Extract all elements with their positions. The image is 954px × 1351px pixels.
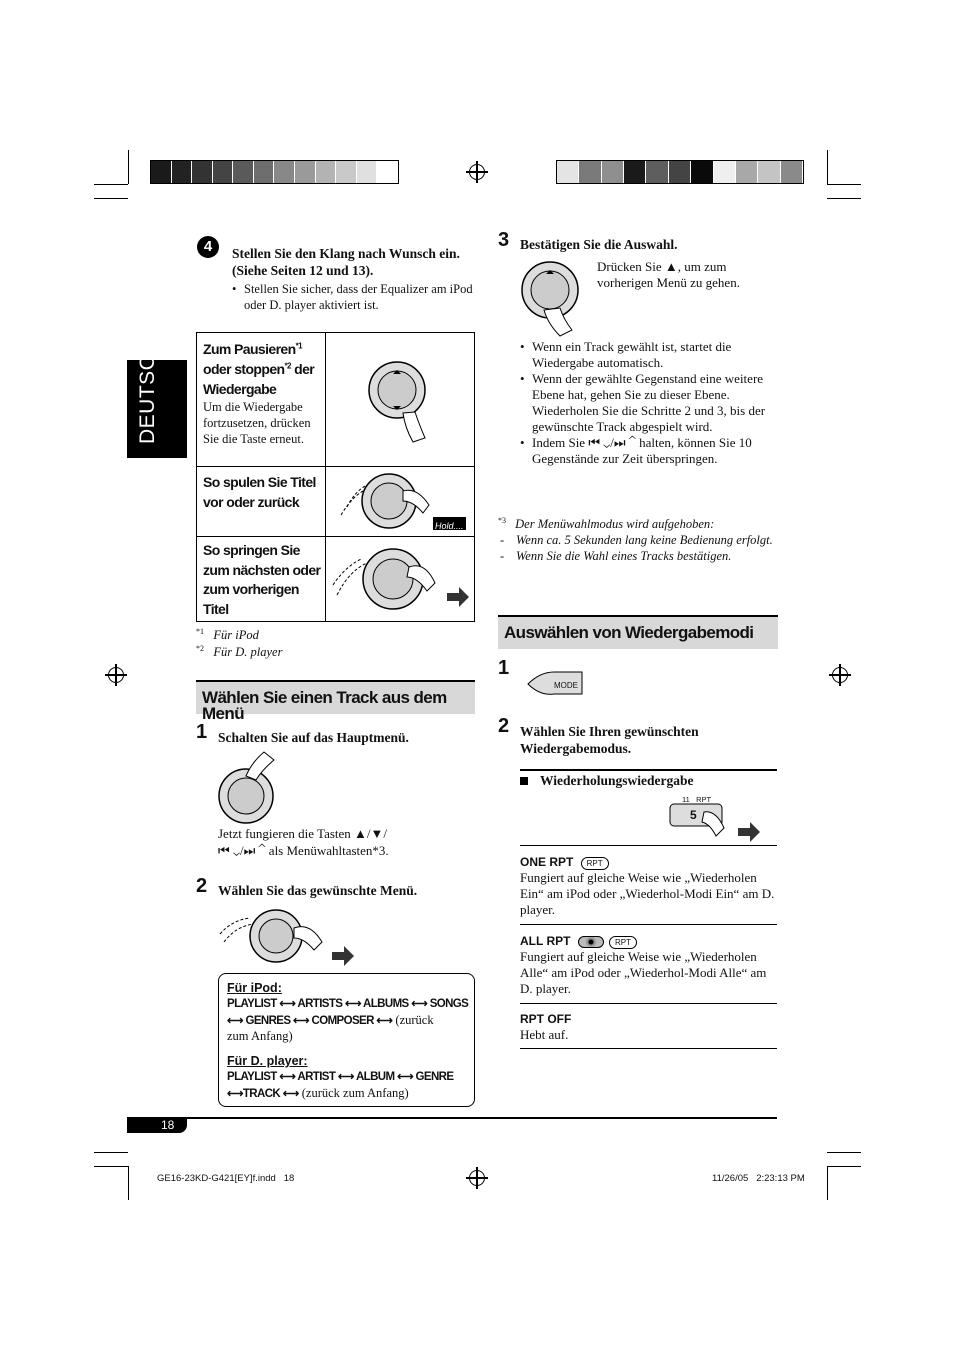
preset-button-5-icon [668,802,764,844]
ipod-menu-line-1: PLAYLIST ⟷ ARTISTS ⟷ ALBUMS ⟷ SONGS [227,998,469,1010]
color-swatch [233,161,254,183]
color-bar-left [150,160,399,184]
rpt-icon: RPT [609,936,637,949]
table-row-divider [197,536,474,537]
footnote-text: Für D. player [213,645,283,659]
divider [520,845,777,846]
function-table [196,332,475,622]
color-swatch [714,161,736,183]
text-line: Jetzt fungieren die Tasten ▲/▼/ [218,826,387,841]
step-3-bullets [520,339,778,467]
dplayer-menu-items: ⟷TRACK ⟷ [227,1088,299,1100]
control-dial-select-icon [214,910,360,966]
row1-title-c: der Wiedergabe [203,361,315,397]
control-dial-confirm-icon [520,260,590,340]
ipod-menu-tail: (zurück [395,1013,434,1027]
ipod-menu-items: ⟷ GENRES ⟷ COMPOSER ⟷ [227,1015,393,1027]
color-swatch [274,161,295,183]
color-swatch [781,161,803,183]
mode-desc: Fungiert auf gleiche Weise wie „Wiederholen Alle“ am iPod oder „Wiederhol-Modi Alle“ am D. player. [520,949,767,996]
crop-mark [94,184,128,185]
step-title: Wählen Sie Ihren gewünschten Wiedergabemodus. [520,724,699,756]
color-swatch [192,161,213,183]
footnote-item-text: Wenn ca. 5 Sekunden lang keine Bedienung erfolgt. [516,533,773,547]
divider [520,924,777,925]
mode-rpt-off [520,1011,777,1043]
footnote-3 [498,516,780,564]
hold-label: Hold.... [435,521,464,531]
page-number-tab [127,1117,187,1133]
step-4-badge [197,236,219,258]
step-title: Bestätigen Sie die Auswahl. [520,237,678,252]
section-header-track-menu [196,680,475,723]
color-swatch [691,161,713,183]
crop-mark [128,150,129,184]
table-row-1-title [203,339,327,399]
mode-all-rpt [520,933,777,997]
section-title: Auswählen von Wiedergabemodi [504,623,754,642]
mode-name: RPT OFF [520,1012,572,1026]
footnote [196,627,282,644]
color-swatch [646,161,668,183]
rpt-icon: RPT [581,857,609,870]
crop-mark [128,1166,129,1200]
color-swatch [624,161,646,183]
step-number: 1 [498,657,510,679]
list-item: • Wenn der gewählte Gegenstand eine weitere Ebene hat, gehen Sie zu dieser Ebene. Wiederholen Sie die Schritte 2 und 3, bis der gewünschte Track abgespielt wird. [520,371,778,435]
color-bar-right [556,160,804,184]
disc-icon [578,936,604,948]
footnotes-left [196,627,282,661]
dplayer-menu-tail: (zurück zum Anfang) [301,1086,409,1100]
step-number: 2 [498,715,510,737]
row1-title-a: Zum Pausieren [203,341,296,357]
color-swatch [172,161,193,183]
color-swatch [377,161,398,183]
color-swatch [669,161,691,183]
section-title: Wählen Sie einen Track aus dem Menü [202,688,447,723]
footnote-ref: *2 [284,361,291,371]
footnote-title: Der Menüwahlmodus wird aufgehoben: [515,517,715,531]
registration-mark-icon [469,164,485,180]
ipod-menu-line-3: zum Anfang) [227,1029,293,1043]
divider [520,1048,777,1049]
step-4-bullets [232,281,477,313]
dplayer-menu-line-1: PLAYLIST ⟷ ARTIST ⟷ ALBUM ⟷ GENRE [227,1071,454,1083]
registration-mark-icon [832,667,848,683]
step-number: 2 [196,875,208,897]
footnote-mark: *3 [498,515,506,525]
step-1-text [218,825,389,859]
mode-name: ALL RPT [520,934,571,948]
dplayer-menu-line-2 [227,1085,409,1102]
color-swatch [316,161,337,183]
control-dial-press-down-icon [367,358,437,448]
color-swatch [602,161,624,183]
mode-name: ONE RPT [520,855,574,869]
color-swatch [213,161,234,183]
footer-rule [128,1117,777,1119]
mode-one-rpt [520,854,777,918]
mode-label: MODE [554,681,578,690]
footnote-ref: *1 [295,341,302,351]
crop-mark [94,198,128,199]
ipod-label: Für iPod: [227,981,282,995]
step-number: 3 [498,229,510,251]
step-number: 1 [196,721,208,743]
table-row-1-desc: Um die Wiedergabe fortzusetzen, drücken Sie die Taste erneut. [203,400,311,446]
divider [520,1003,777,1004]
footnote-mark: *1 [196,626,204,636]
repeat-heading [520,773,694,789]
step-title: Schalten Sie auf das Hauptmenü. [218,730,409,745]
crop-mark [827,184,861,185]
control-dial-skip-icon [331,545,471,617]
crop-mark [827,1166,828,1200]
footnote-item: - Wenn ca. 5 Sekunden lang keine Bedienung erfolgt. [500,533,773,547]
button-top-label-a: 11 [682,795,690,804]
footnote-text: Für iPod [213,628,259,642]
color-swatch [758,161,780,183]
list-item: • Stellen Sie sicher, dass der Equalizer am iPod oder D. player aktiviert ist. [232,281,477,313]
dplayer-label: Für D. player: [227,1054,308,1068]
language-tab-label: DEUTSCH [136,338,159,444]
language-tab [127,338,187,458]
footnote-mark: *2 [196,643,204,653]
step-3-desc: Drücken Sie ▲, um zum vorherigen Menü zu gehen. [597,259,740,290]
crop-mark [827,150,828,184]
button-number: 5 [690,808,697,822]
registration-mark-icon [108,667,124,683]
page-number: 18 [161,1118,175,1132]
button-top-label-b: RPT [696,795,712,804]
print-date: 11/26/05 2:23:13 PM [712,1173,805,1184]
crop-mark [827,198,861,199]
control-dial-menu-icon [218,748,288,828]
repeat-heading-label: Wiederholungswiedergabe [540,773,694,788]
list-item: • Indem Sie ⏮ ⌄/⏭ ⌃ halten, können Sie 10 Gegenstände zur Zeit überspringen. [520,435,778,467]
crop-mark [94,1166,128,1167]
table-row-divider [197,466,474,467]
table-row-3-title: So springen Sie zum nächsten oder zum vorherigen Titel [203,542,321,617]
list-item: • Wenn ein Track gewählt ist, startet die Wiedergabe automatisch. [520,339,778,371]
color-swatch [151,161,172,183]
mode-desc: Hebt auf. [520,1027,569,1042]
step-title: Wählen Sie das gewünschte Menü. [218,883,418,898]
color-swatch [295,161,316,183]
table-row-2-title: So spulen Sie Titel vor oder zurück [203,474,316,510]
text-line: ⏮ ⌄/⏭ ⌃ als Menüwahltasten*3. [218,843,389,858]
step-4-number: 4 [203,238,213,255]
file-info: GE16-23KD-G421[EY]f.indd 18 [157,1173,295,1184]
footnote [196,644,282,661]
color-swatch [579,161,601,183]
section-header-playback-modes [498,615,778,649]
divider [520,769,777,771]
ipod-menu-line-2 [227,1012,434,1029]
crop-mark [94,1152,128,1153]
registration-mark-icon [469,1170,485,1186]
color-swatch [736,161,758,183]
footnote-item-text: Wenn Sie die Wahl eines Tracks bestätigen. [516,549,732,563]
crop-mark [827,1166,861,1167]
row1-title-b: oder stoppen [203,361,285,377]
color-swatch [254,161,275,183]
color-swatch [336,161,357,183]
menu-order-box [218,973,475,1107]
mode-desc: Fungiert auf gleiche Weise wie „Wiederholen Ein“ am iPod oder „Wiederhol-Modi Ein“ am D. player. [520,870,775,917]
color-swatch [357,161,378,183]
color-swatch [557,161,579,183]
crop-mark [827,1152,861,1153]
footnote-item: - Wenn Sie die Wahl eines Tracks bestätigen. [500,549,732,563]
step-4-title: Stellen Sie den Klang nach Wunsch ein. (Siehe Seiten 12 und 13). [232,246,460,278]
